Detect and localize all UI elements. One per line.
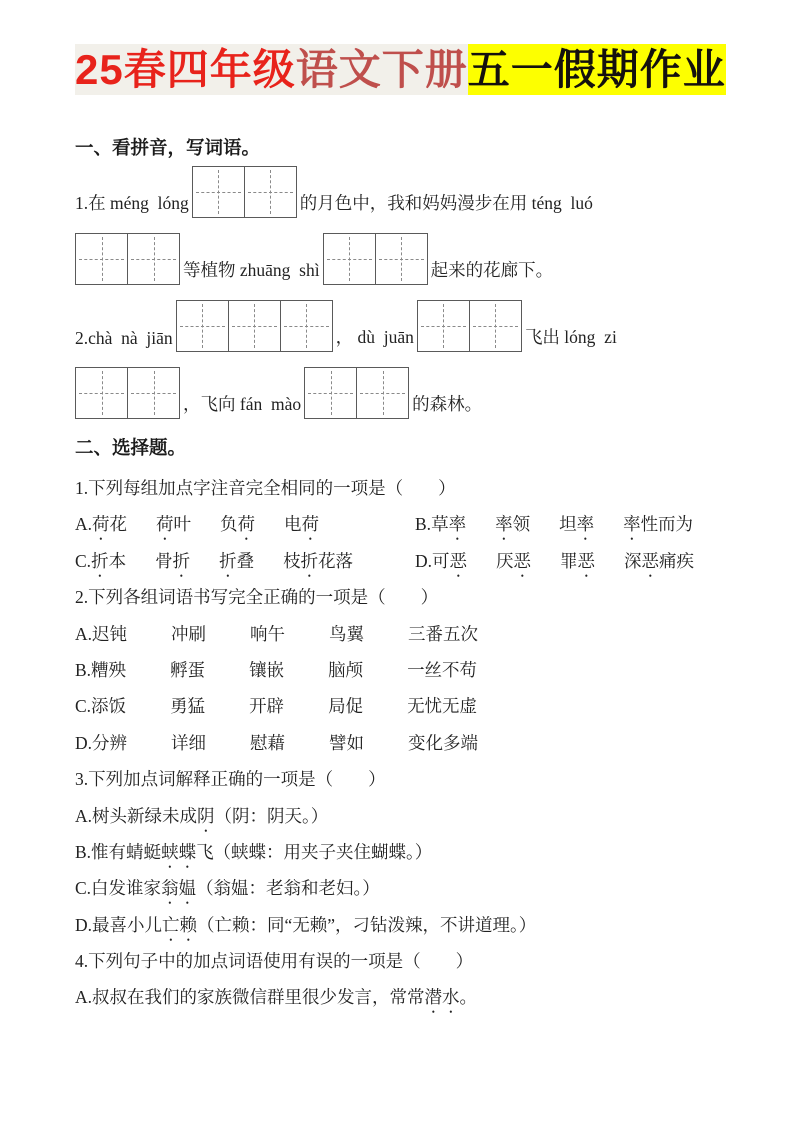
writing-grid	[75, 233, 180, 285]
q1-options-row-1	[75, 506, 723, 542]
q3-option-C: C.白发谁家翁媪（翁媪：老翁和老妇。）	[75, 878, 380, 899]
q2-option-B: B.糟殃 孵蛋 镶嵌 脑颅 一丝不苟	[75, 659, 478, 680]
page-title	[75, 42, 726, 98]
pinyin-line-4	[75, 367, 723, 419]
q1-option-C: C.折本 骨折 折叠 枝折花落	[75, 550, 354, 571]
q3-option-B: B.惟有蜻蜓蛱蝶飞（蛱蝶：用夹子夹住蝴蝶。）	[75, 841, 433, 862]
writing-grid	[192, 166, 297, 218]
q3-option-D: D.最喜小儿亡赖（亡赖：同“无赖”，刁钻泼辣，不讲道理。）	[75, 914, 537, 935]
q2-stem: 2.下列各组词语书写完全正确的一项是（ ）	[75, 587, 439, 608]
line3-pre-text: 2.chà nà jiān	[75, 328, 173, 348]
pinyin-line-3	[75, 300, 723, 352]
section2-heading: 二、选择题。	[75, 439, 187, 459]
line4-mid-text: ，飞向 fán mào	[183, 394, 302, 414]
line4-post-text: 的森林。	[412, 394, 483, 414]
choice-questions	[75, 470, 723, 1016]
writing-grid	[417, 300, 522, 352]
q3-stem: 3.下列加点词解释正确的一项是（ ）	[75, 769, 386, 790]
pinyin-line-2	[75, 233, 723, 285]
q1-option-B: B.草率 率领 坦率 率性而为	[415, 514, 694, 535]
line1-post-text: 的月色中，我和妈妈漫步在用 téng luó	[299, 193, 593, 213]
q1-options-row-2	[75, 543, 723, 579]
q2-option-A: A.迟钝 冲刷 响午 鸟翼 三番五次	[75, 623, 479, 644]
title-part1: 25春四年级	[75, 46, 296, 93]
title-part2: 语文下册	[295, 46, 468, 93]
line3-mid-text: ， dù juān	[335, 327, 414, 347]
q1-stem: 1.下列每组加点字注音完全相同的一项是（ ）	[75, 478, 456, 498]
writing-grid	[323, 233, 428, 285]
line2-post-text: 起来的花廊下。	[430, 260, 554, 280]
q4-option-A: A.叔叔在我们的家族微信群里很少发言，常常潜水。	[75, 987, 478, 1008]
q2-option-D: D.分辨 详细 慰藉 譬如 变化多端	[75, 732, 479, 753]
q4-stem: 4.下列句子中的加点词语使用有误的一项是（ ）	[75, 951, 474, 972]
writing-grid	[304, 367, 409, 419]
q3-option-A: A.树头新绿未成阴（阴：阴天。）	[75, 805, 329, 826]
q1-option-A: A.荷花 荷叶 负荷 电荷	[75, 514, 320, 535]
line2-mid-text: 等植物 zhuāng shì	[183, 260, 320, 280]
pinyin-line-1	[75, 166, 723, 218]
writing-grid	[75, 367, 180, 419]
line3-post-text: 飞出 lóng zi	[524, 327, 617, 347]
line1-pre-text: 1.在 méng lóng	[75, 193, 189, 213]
writing-grid	[176, 300, 333, 352]
q2-option-C: C.添饭 勇猛 开辟 局促 无忧无虚	[75, 696, 478, 717]
title-part3-highlighted: 五一假期作业	[467, 46, 726, 93]
section1-heading: 一、看拼音，写词语。	[75, 139, 261, 159]
q1-option-D: D.可恶 厌恶 罪恶 深恶痛疾	[415, 550, 695, 571]
